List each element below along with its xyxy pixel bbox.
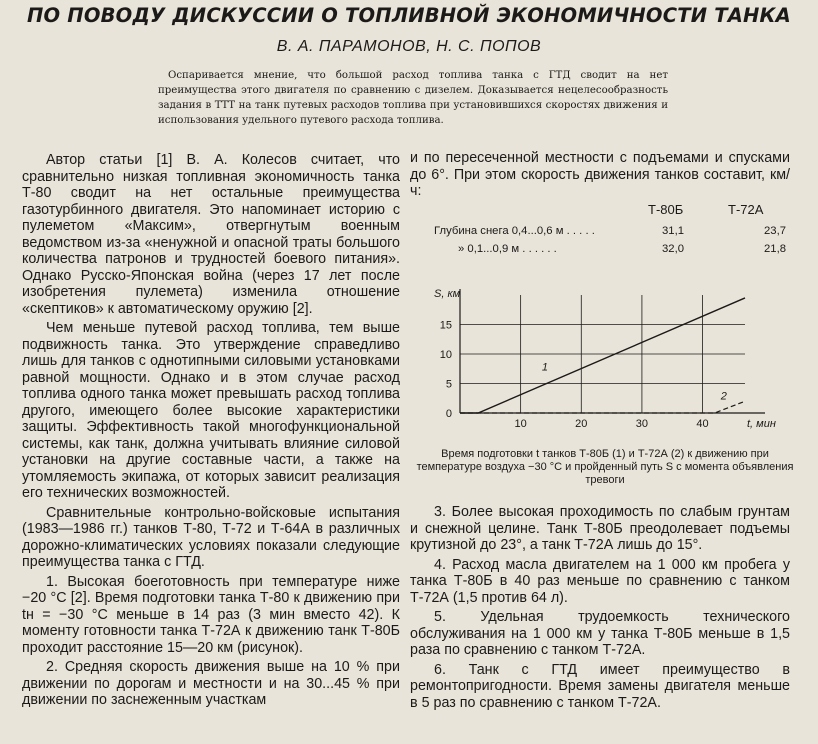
paragraph: 6. Танк с ГТД имеет преимущество в ремонтопригодности. Время замены двигателя меньше в 5 раз по сравнению с танком Т-72А. xyxy=(410,661,790,711)
x-tick-label: 10 xyxy=(514,418,527,430)
article-title: ПО ПОВОДУ ДИСКУССИИ О ТОПЛИВНОЙ ЭКОНОМИЧНОСТИ ТАНКА xyxy=(27,4,791,27)
right-column-top xyxy=(410,150,790,200)
left-column xyxy=(22,152,400,709)
paragraph: 3. Более высокая проходимость по слабым грунтам и снежной целине. Танк Т-80Б преодолевает подъемы крутизной до 23°, а танк Т-72А лишь до 15°. xyxy=(410,504,790,553)
x-tick-label: 40 xyxy=(696,418,709,430)
y-axis-label: S, км xyxy=(434,288,461,300)
series-label: 2 xyxy=(720,390,727,403)
table-cell: 31,1 xyxy=(662,225,684,237)
y-tick-label: 0 xyxy=(445,408,452,420)
table-cell: 21,8 xyxy=(764,243,786,255)
paragraph: Автор статьи [1] В. А. Колесов считает, что сравнительно низкая топливная экономичность танка Т-80 сводит на нет остальные преимущества газотурбинного двигателя. Это напоминает историю с пулеметом «Максим», отвергнутым военным ведомством из-за «ненужной и опасной траты большого количества патронов и трудностей боевого питания». Однако Русско-Японская война (через 17 лет после изобретения пулемета) изменила отношение «скептиков» к автоматическому оружию [2]. xyxy=(22,152,400,317)
paragraph: Сравнительные контрольно-войсковые испытания (1983—1986 гг.) танков Т-80, Т-72 и Т-64А в различных дорожно-климатических условиях показали следующие преимущества танка с ГТД. xyxy=(22,504,400,570)
figure-caption: Время подготовки t танков Т-80Б (1) и Т-72А (2) к движению при температуре воздуха −30 °С и пройденный путь S с момента объявления тревоги xyxy=(416,448,794,486)
right-column-bottom xyxy=(410,504,790,714)
y-tick-label: 10 xyxy=(439,349,452,361)
x-tick-label: 30 xyxy=(635,418,649,430)
paragraph: 2. Средняя скорость движения выше на 10 % при движении по дорогам и местности и на 30...45 % при движении по заснеженным участкам xyxy=(22,659,400,708)
table-row-label: Глубина снега 0,4...0,6 м . . . . . xyxy=(434,225,595,237)
paragraph: Чем меньше путевой расход топлива, тем выше подвижность танка. Это утверждение справедливо лишь для танков с однотипными силовыми установками равной мощности. Однако и в этом случае расход топлива одного танка может превышать расход топлива другого, имеющего более высокие характеристики защиты. Эффективность такой многофункциональной системы, как танк, должна учитывать влияние силовой установки на другие составные части, а также на утомляемость экипажа, от которых зависит реализация его технических возможностей. xyxy=(22,320,400,501)
table-cell: 23,7 xyxy=(764,225,786,237)
abstract: Оспаривается мнение, что большой расход топлива танка с ГТД сводит на нет преимущества этого двигателя по сравнению с дизелем. Доказывается нецелесообразность задания в ТТТ на танк путевых расходов топлива при установившихся скоростях движения и использования удельного путевого расхода топлива. xyxy=(158,70,668,126)
preparation-time-chart xyxy=(410,283,790,443)
paragraph: 5. Удельная трудоемкость технического обслуживания на 1 000 км у танка Т-80Б меньше в 1,5 раза по сравнению с танком Т-72А. xyxy=(410,609,790,658)
y-tick-label: 15 xyxy=(439,319,452,332)
x-tick-label: 20 xyxy=(575,418,588,430)
paragraph: и по пересеченной местности с подъемами и спусками до 6°. При этом скорость движения танков составит, км/ч: xyxy=(410,150,790,199)
x-axis-label: t, мин xyxy=(747,418,776,430)
table-header-t80b: Т-80Б xyxy=(648,202,684,217)
series-label: 1 xyxy=(541,361,548,374)
article-authors: В. А. ПАРАМОНОВ, Н. С. ПОПОВ xyxy=(276,38,542,55)
paragraph: 1. Высокая боеготовность при температуре ниже −20 °С [2]. Время подготовки танка Т-80 к движению при tн = −30 °С меньше в 14 раз (3 мин вместо 42). К моменту готовности танка Т-72А к движению танк Т-80Б проходит расстояние 15—20 км (рисунок). xyxy=(22,573,400,656)
paragraph: 4. Расход масла двигателем на 1 000 км пробега у танка Т-80Б в 40 раз меньше по сравнению с танком Т-72А (1,5 против 64 л). xyxy=(410,556,790,606)
table-cell: 32,0 xyxy=(662,243,684,255)
y-tick-label: 5 xyxy=(445,378,452,391)
table-header-t72a: Т-72А xyxy=(728,202,764,217)
table-row-label: » 0,1...0,9 м . . . . . . xyxy=(458,243,557,255)
